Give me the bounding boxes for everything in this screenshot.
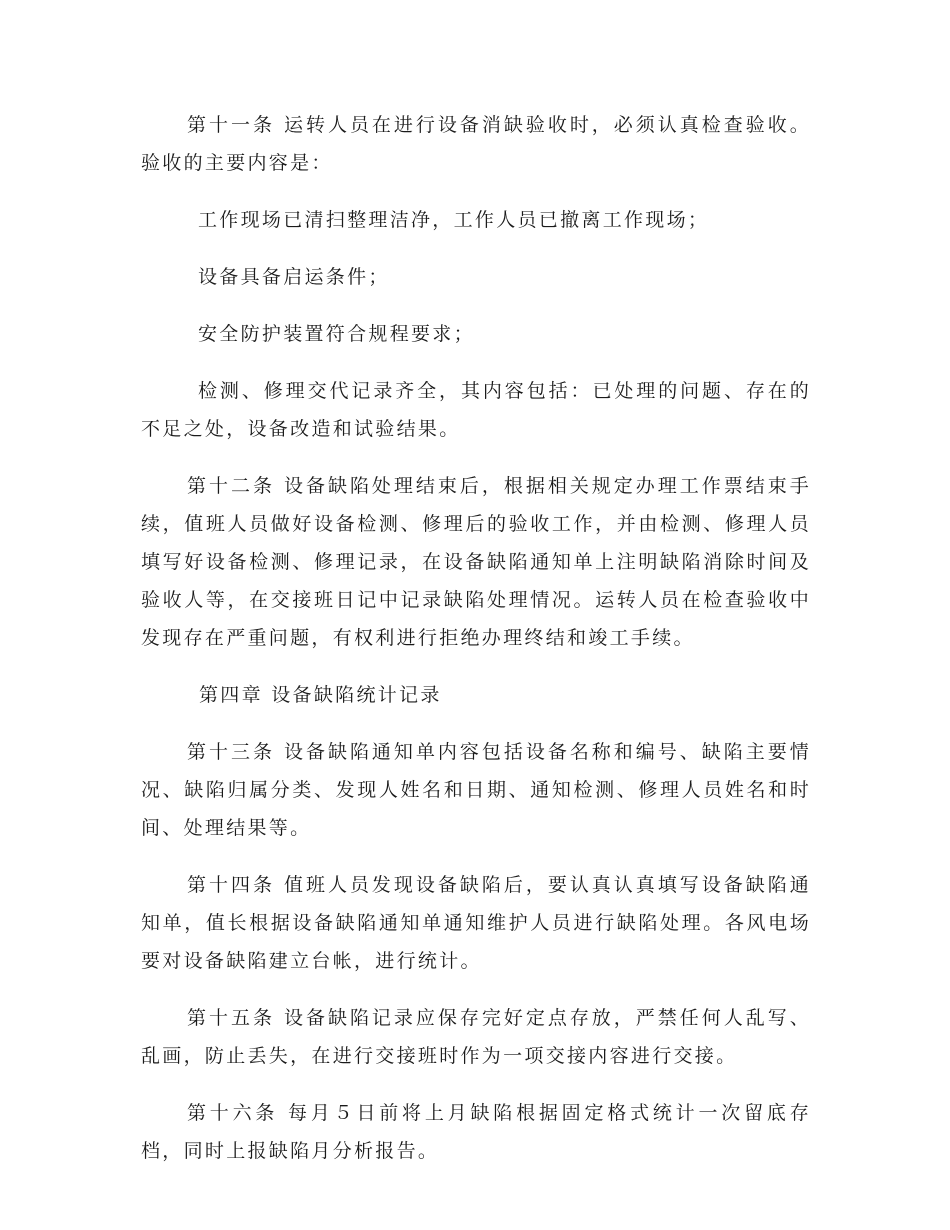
acceptance-item-safety-devices: 安全防护装置符合规程要求； (198, 323, 475, 345)
acceptance-item-startup-ready: 设备具备启运条件； (198, 266, 390, 288)
acceptance-item-records-complete: 检测、修理交代记录齐全，其内容包括：已处理的问题、存在的不足之处，设备改造和试验结果。 (141, 380, 811, 440)
article-15-paragraph: 第十五条 设备缺陷记录应保存完好定点存放，严禁任何人乱写、乱画，防止丢失，在进行交接班时作为一项交接内容进行交接。 (141, 1007, 811, 1067)
acceptance-item-site-clean: 工作现场已清扫整理洁净，工作人员已撤离工作现场； (198, 209, 710, 231)
article-16-paragraph: 第十六条 每月５日前将上月缺陷根据固定格式统计一次留底存档，同时上报缺陷月分析报告。 (141, 1102, 811, 1162)
article-14-paragraph: 第十四条 值班人员发现设备缺陷后，要认真认真填写设备缺陷通知单，值长根据设备缺陷通知单通知维护人员进行缺陷处理。各风电场要对设备缺陷建立台帐，进行统计。 (141, 874, 811, 972)
article-11-paragraph: 第十一条 运转人员在进行设备消缺验收时，必须认真检查验收。验收的主要内容是： (141, 114, 811, 174)
chapter-4-heading: 第四章 设备缺陷统计记录 (199, 684, 442, 706)
article-12-paragraph: 第十二条 设备缺陷处理结束后，根据相关规定办理工作票结束手续，值班人员做好设备检测、修理后的验收工作，并由检测、修理人员填写好设备检测、修理记录，在设备缺陷通知单上注明缺陷消除时间及验收人等，在交接班日记中记录缺陷处理情况。运转人员在检查验收中发现存在严重问题，有权利进行拒绝办理终结和竣工手续。 (141, 475, 811, 649)
document-page (141, 106, 811, 1189)
article-13-paragraph: 第十三条 设备缺陷通知单内容包括设备名称和编号、缺陷主要情况、缺陷归属分类、发现人姓名和日期、通知检测、修理人员姓名和时间、处理结果等。 (141, 741, 811, 839)
